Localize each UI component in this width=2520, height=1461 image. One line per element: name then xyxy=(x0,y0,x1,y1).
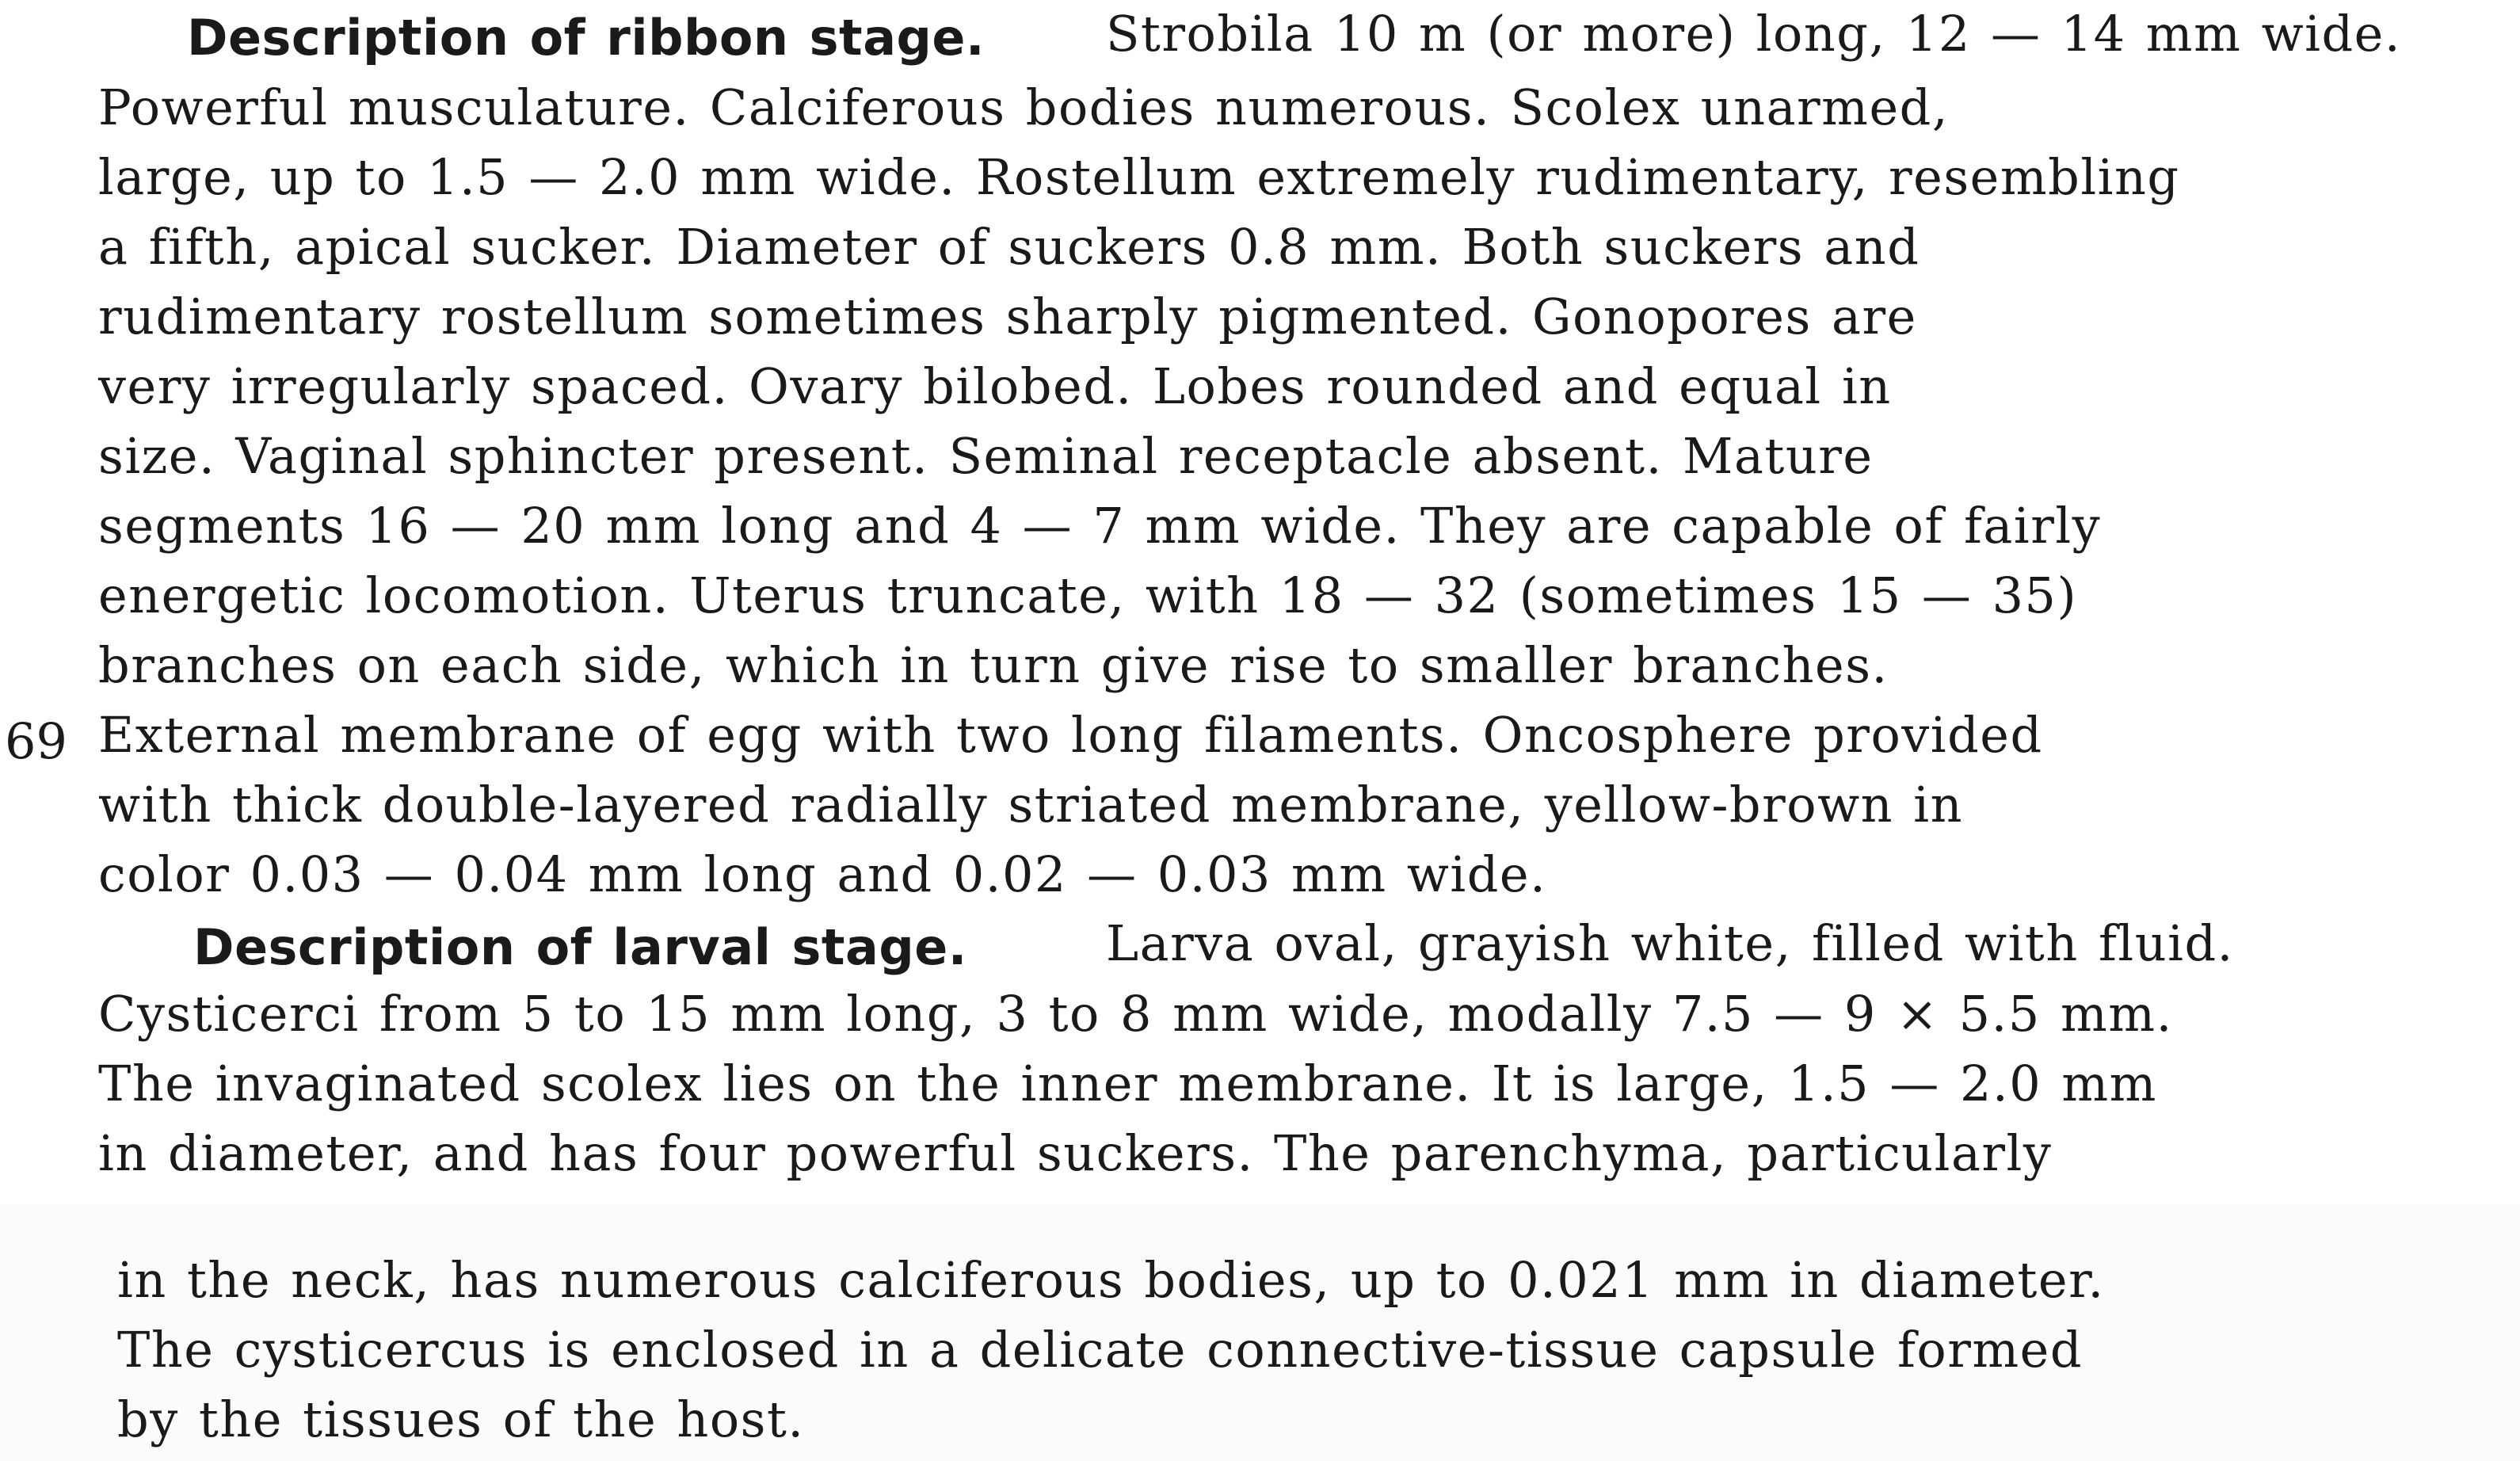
text-line: Powerful musculature. Calciferous bodies numerous. Scolex unarmed, xyxy=(98,78,1950,136)
text-line: Strobila 10 m (or more) long, 12 — 14 mm wide. xyxy=(1106,5,2402,63)
text-line: External membrane of egg with two long filaments. Oncosphere provided xyxy=(98,706,2043,764)
text-line: The invaginated scolex lies on the inner membrane. It is large, 1.5 — 2.0 mm xyxy=(98,1055,2157,1112)
text-line: a fifth, apical sucker. Diameter of suckers 0.8 mm. Both suckers and xyxy=(98,218,1920,276)
text-line: with thick double-layered radially striated membrane, yellow-brown in xyxy=(98,776,1964,833)
text-line: size. Vaginal sphincter present. Seminal receptacle absent. Mature xyxy=(98,427,1874,485)
text-line: large, up to 1.5 — 2.0 mm wide. Rostellum extremely rudimentary, resembling xyxy=(98,148,2180,206)
text-line: by the tissues of the host. xyxy=(117,1390,805,1448)
page-margin-number: 69 xyxy=(5,712,67,770)
text-line: rudimentary rostellum sometimes sharply pigmented. Gonopores are xyxy=(98,288,1917,345)
text-line: branches on each side, which in turn give rise to smaller branches. xyxy=(98,636,1889,694)
text-line: very irregularly spaced. Ovary bilobed. Lobes rounded and equal in xyxy=(98,357,1892,415)
heading-ribbon-stage: Description of ribbon stage. xyxy=(187,9,986,67)
text-line: color 0.03 — 0.04 mm long and 0.02 — 0.03 mm wide. xyxy=(98,845,1547,903)
text-line: Larva oval, grayish white, filled with fluid. xyxy=(1106,914,2234,972)
text-line: Cysticerci from 5 to 15 mm long, 3 to 8 mm wide, modally 7.5 — 9 × 5.5 mm. xyxy=(98,985,2173,1043)
text-line: in the neck, has numerous calciferous bodies, up to 0.021 mm in diameter. xyxy=(117,1251,2105,1309)
text-line: in diameter, and has four powerful suckers. The parenchyma, particularly xyxy=(98,1124,2053,1182)
text-line: energetic locomotion. Uterus truncate, with 18 — 32 (sometimes 15 — 35) xyxy=(98,566,2078,624)
text-line: The cysticercus is enclosed in a delicate connective-tissue capsule formed xyxy=(117,1321,2083,1379)
heading-larval-stage: Description of larval stage. xyxy=(193,918,967,976)
text-line: segments 16 — 20 mm long and 4 — 7 mm wide. They are capable of fairly xyxy=(98,497,2102,555)
